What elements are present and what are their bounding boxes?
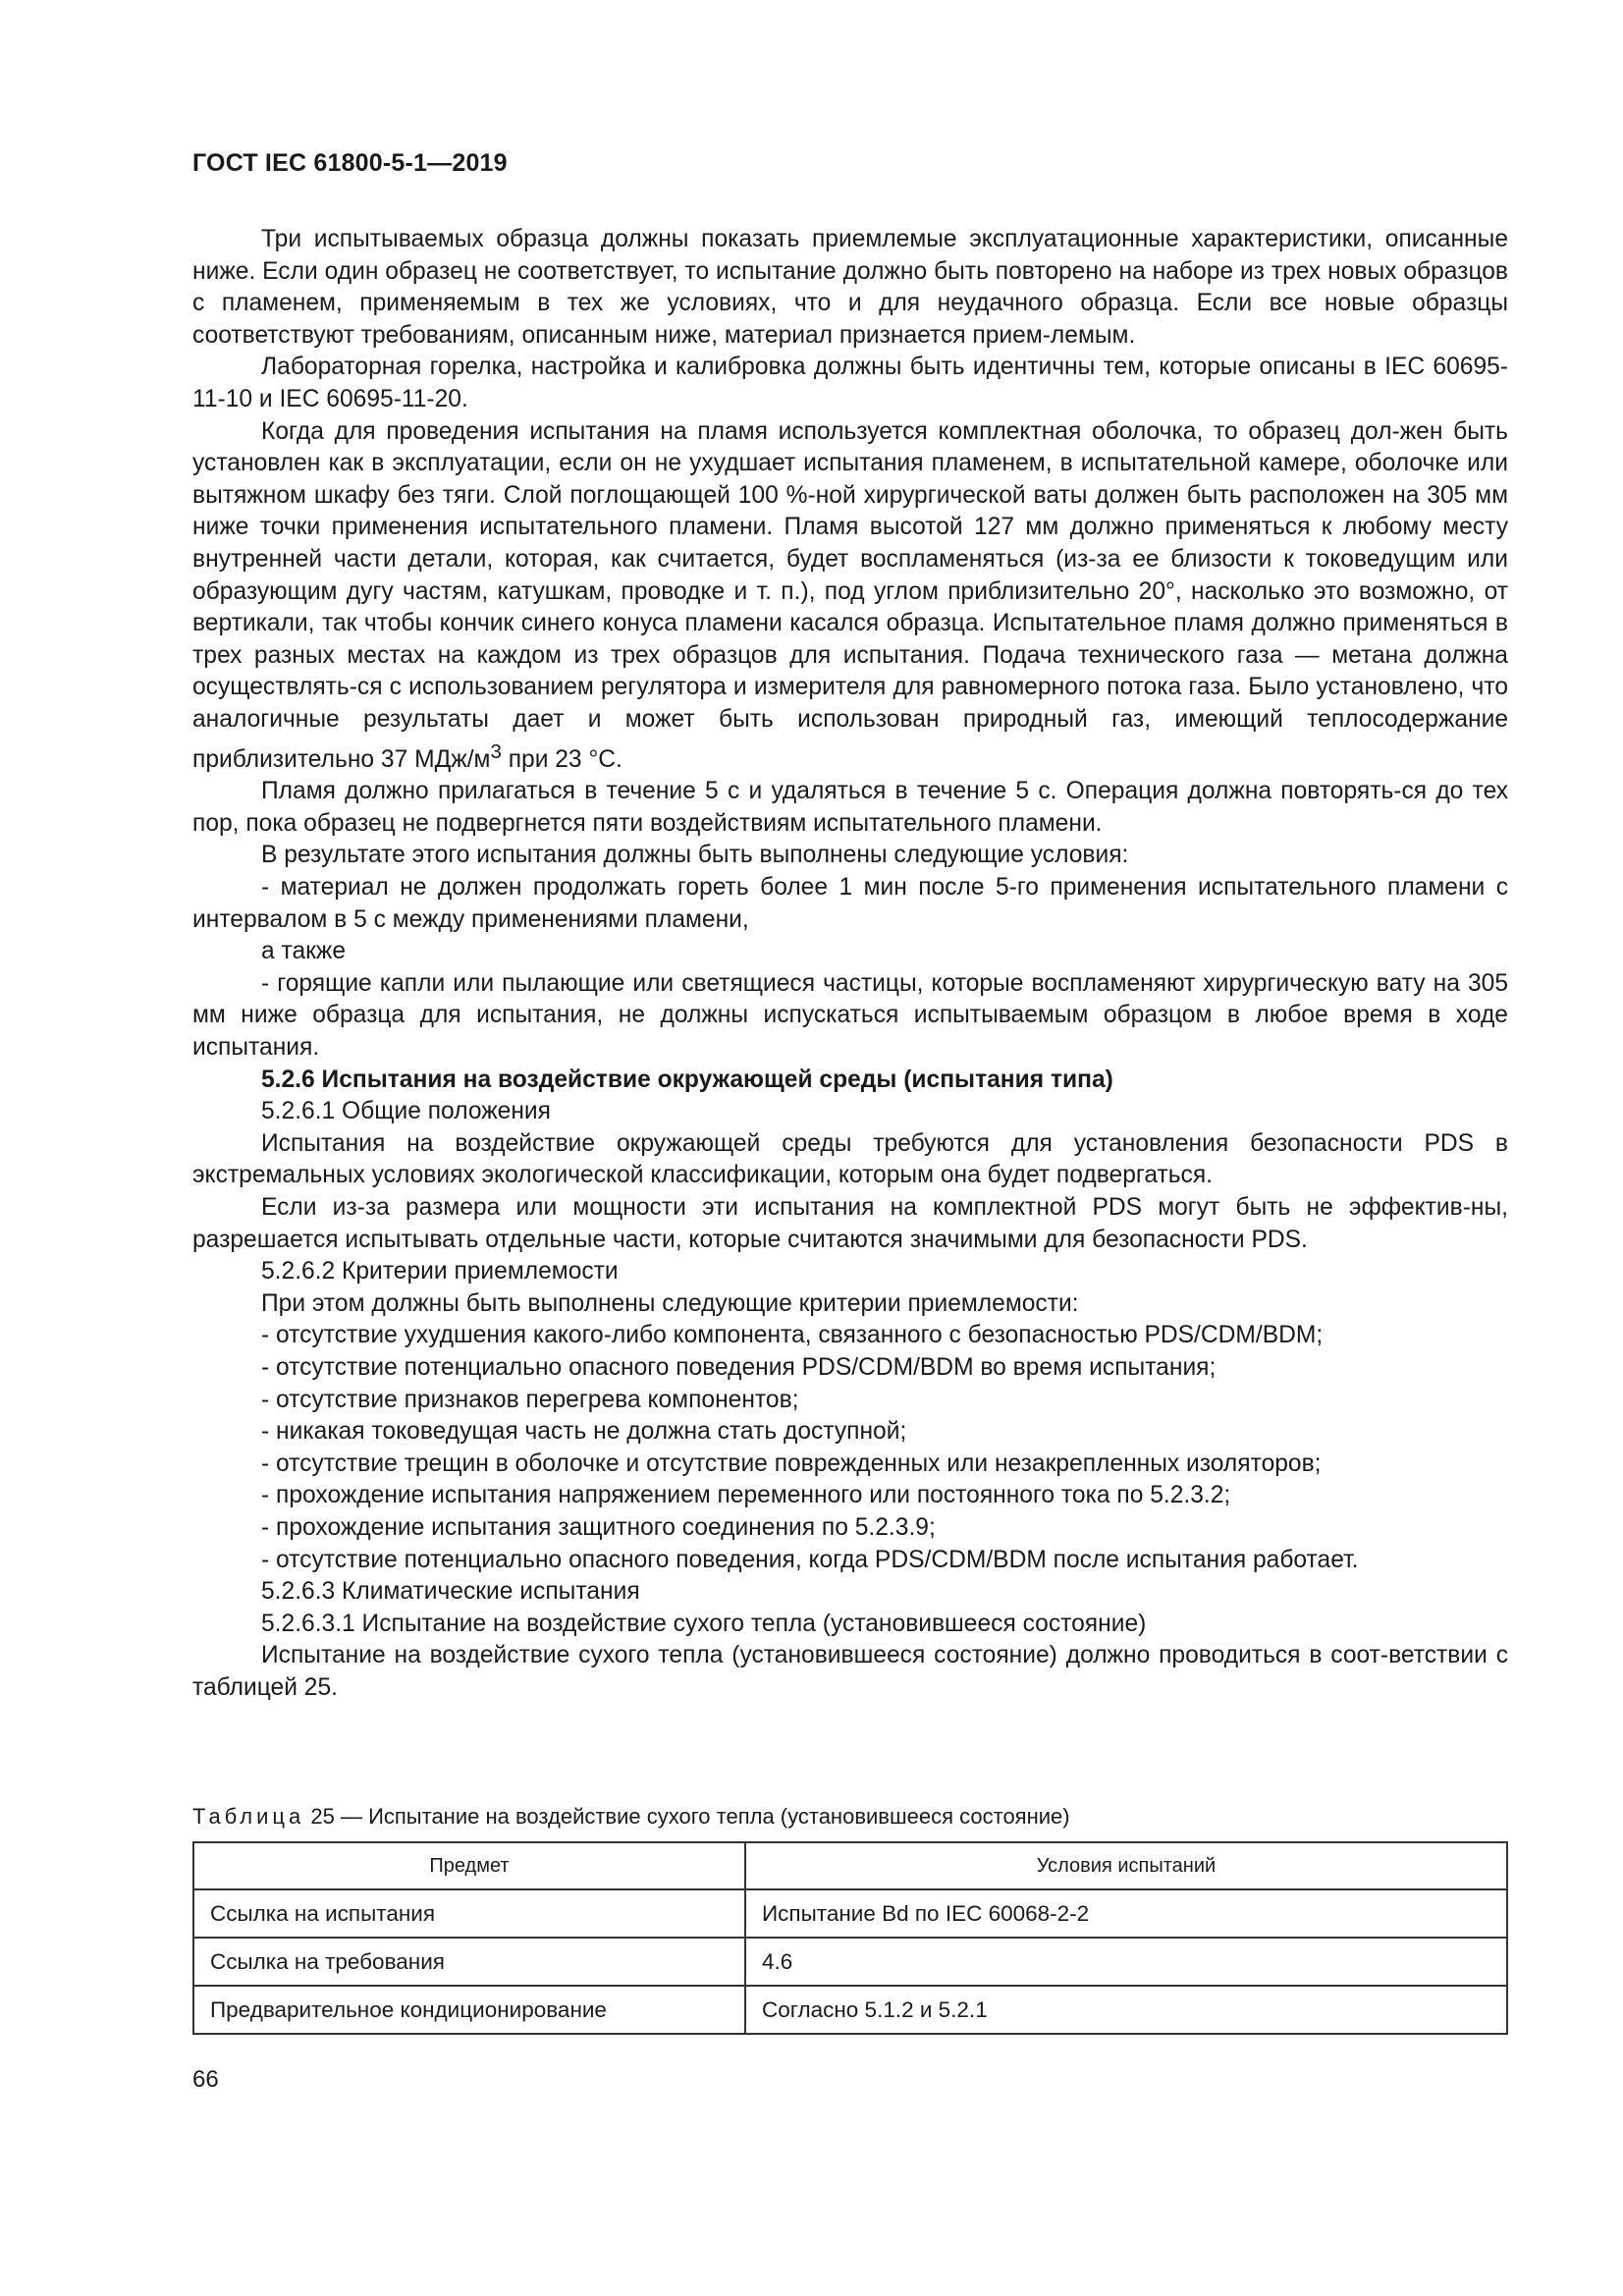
table-cell: Ссылка на требования [193,1938,745,1986]
list-item: - горящие капли или пылающие или светящиеся частицы, которые воспламеняют хирургическую вату на 305 мм ниже образца для испытания, не должны испускаться испытываемым образцом в любое время в ходе испытания. [192,969,1508,1062]
table-cell: Согласно 5.1.2 и 5.2.1 [745,1986,1507,2034]
table-cell: Предварительное кондиционирование [193,1986,745,2034]
criteria-item: - отсутствие ухудшения какого-либо компонента, связанного с безопасностью PDS/CDM/BDM; [261,1322,1324,1349]
subsection-heading-5-2-6-3: 5.2.6.3 Климатические испытания [261,1578,640,1606]
table-cell: Ссылка на испытания [193,1889,745,1938]
table-row [193,1986,1507,2034]
table-cell: Испытание Bd по IEC 60068-2-2 [745,1889,1507,1938]
paragraph: Пламя должно прилагаться в течение 5 с и удаляться в течение 5 с. Операция должна повторять-ся до тех пор, пока образец не подвергнется пяти воздействиям испытательного пламени. [192,778,1508,837]
criteria-item: - никакая токоведущая часть не должна стать доступной; [261,1418,907,1446]
table-caption-label: Таблица [192,1804,305,1829]
page-number: 66 [192,2066,219,2093]
paragraph: Три испытываемых образца должны показать приемлемые эксплуатационные характеристики, описанные ниже. Если один образец не соответствует, то испытание должно быть повторено на наборе из трех новых образцов с пламенем, применяемым в тех же условиях, что и для неудачного образца. Если все новые образцы соответствуют требованиям, описанным ниже, материал признается прием-лемым. [192,226,1508,349]
criteria-item: - прохождение испытания защитного соединения по 5.2.3.9; [261,1513,936,1541]
table-row [193,1938,1507,1986]
document-header: ГОСТ IEC 61800-5-1—2019 [192,149,508,177]
table-caption-title: 25 — Испытание на воздействие сухого тепла (установившееся состояние) [304,1804,1070,1829]
table-header-cell: Условия испытаний [745,1842,1507,1889]
paragraph [192,416,1508,777]
paragraph-text: при 23 °С. [501,745,622,773]
paragraph: При этом должны быть выполнены следующие критерии приемлемости: [261,1289,1079,1317]
table-header-row [193,1842,1507,1889]
table-cell: 4.6 [745,1938,1507,1986]
paragraph: Лабораторная горелка, настройка и калибровка должны быть идентичны тем, которые описаны в IEC 60695-11-10 и IEC 60695-11-20. [192,354,1508,412]
subsection-heading-5-2-6-3-1: 5.2.6.3.1 Испытание на воздействие сухого тепла (установившееся состояние) [261,1610,1147,1637]
criteria-item: - прохождение испытания напряжением переменного или постоянного тока по 5.2.3.2; [261,1482,1231,1509]
table-25 [192,1841,1508,2035]
paragraph-text: Когда для проведения испытания на пламя используется комплектная оболочка, то образец дол-жен быть установлен как в эксплуатации, если он не ухудшает испытания пламенем, в испытательной камере, оболочке или вытяжном шкафу без тяги. Слой поглощающей 100 %-ной хирургической ваты должен быть расположен на 305 мм ниже точки применения испытательного пламени. Пламя высотой 127 мм должно применяться к любому месту внутренней части детали, которая, как считается, будет воспламеняться (из-за ее близости к токоведущим или образующим дугу частям, катушкам, проводке и т. п.), под углом приблизительно 20°, насколько это возможно, от вертикали, так чтобы кончик синего конуса пламени касался образца. Испытательное пламя должно применяться в трех разных местах на каждом из трех образцов для испытания. Подача технического газа — метана должна осуществлять-ся с использованием регулятора и измерителя для равномерного потока газа. Было установлено, что аналогичные результаты дает и может быть использован природный газ, имеющий теплосодержание приблизительно 37 МДж/м [192,417,1508,773]
table-caption [192,1803,1070,1831]
subsection-heading-5-2-6-2: 5.2.6.2 Критерии приемлемости [261,1258,619,1285]
subsection-heading-5-2-6-1: 5.2.6.1 Общие положения [261,1098,551,1125]
paragraph: а также [261,938,347,965]
table-row [193,1889,1507,1938]
criteria-item: - отсутствие потенциально опасного поведения PDS/CDM/BDM во время испытания; [261,1353,1217,1381]
superscript: 3 [490,739,502,763]
paragraph: Испытание на воздействие сухого тепла (установившееся состояние) должно проводиться в соот-ветствии с таблицей 25. [192,1642,1508,1701]
list-item: - материал не должен продолжать гореть более 1 мин после 5-го применения испытательного пламени с интервалом в 5 с между применениями пламени, [192,874,1508,933]
paragraph: Если из-за размера или мощности эти испытания на комплектной PDS могут быть не эффектив-ны, разрешается испытывать отдельные части, которые считаются значимыми для безопасности PDS. [192,1194,1508,1253]
section-heading-5-2-6: 5.2.6 Испытания на воздействие окружающей среды (испытания типа) [261,1066,1113,1093]
paragraph: В результате этого испытания должны быть выполнены следующие условия: [261,842,1129,869]
criteria-item: - отсутствие потенциально опасного поведения, когда PDS/CDM/BDM после испытания работает. [261,1546,1359,1573]
criteria-item: - отсутствие признаков перегрева компонентов; [261,1386,799,1413]
paragraph: Испытания на воздействие окружающей среды требуются для установления безопасности PDS в экстремальных условиях экологической классификации, которым она будет подвергаться. [192,1129,1508,1189]
criteria-item: - отсутствие трещин в оболочке и отсутствие поврежденных или незакрепленных изоляторов; [261,1449,1322,1477]
document-body [192,224,1508,1705]
table-header-cell: Предмет [193,1842,745,1889]
